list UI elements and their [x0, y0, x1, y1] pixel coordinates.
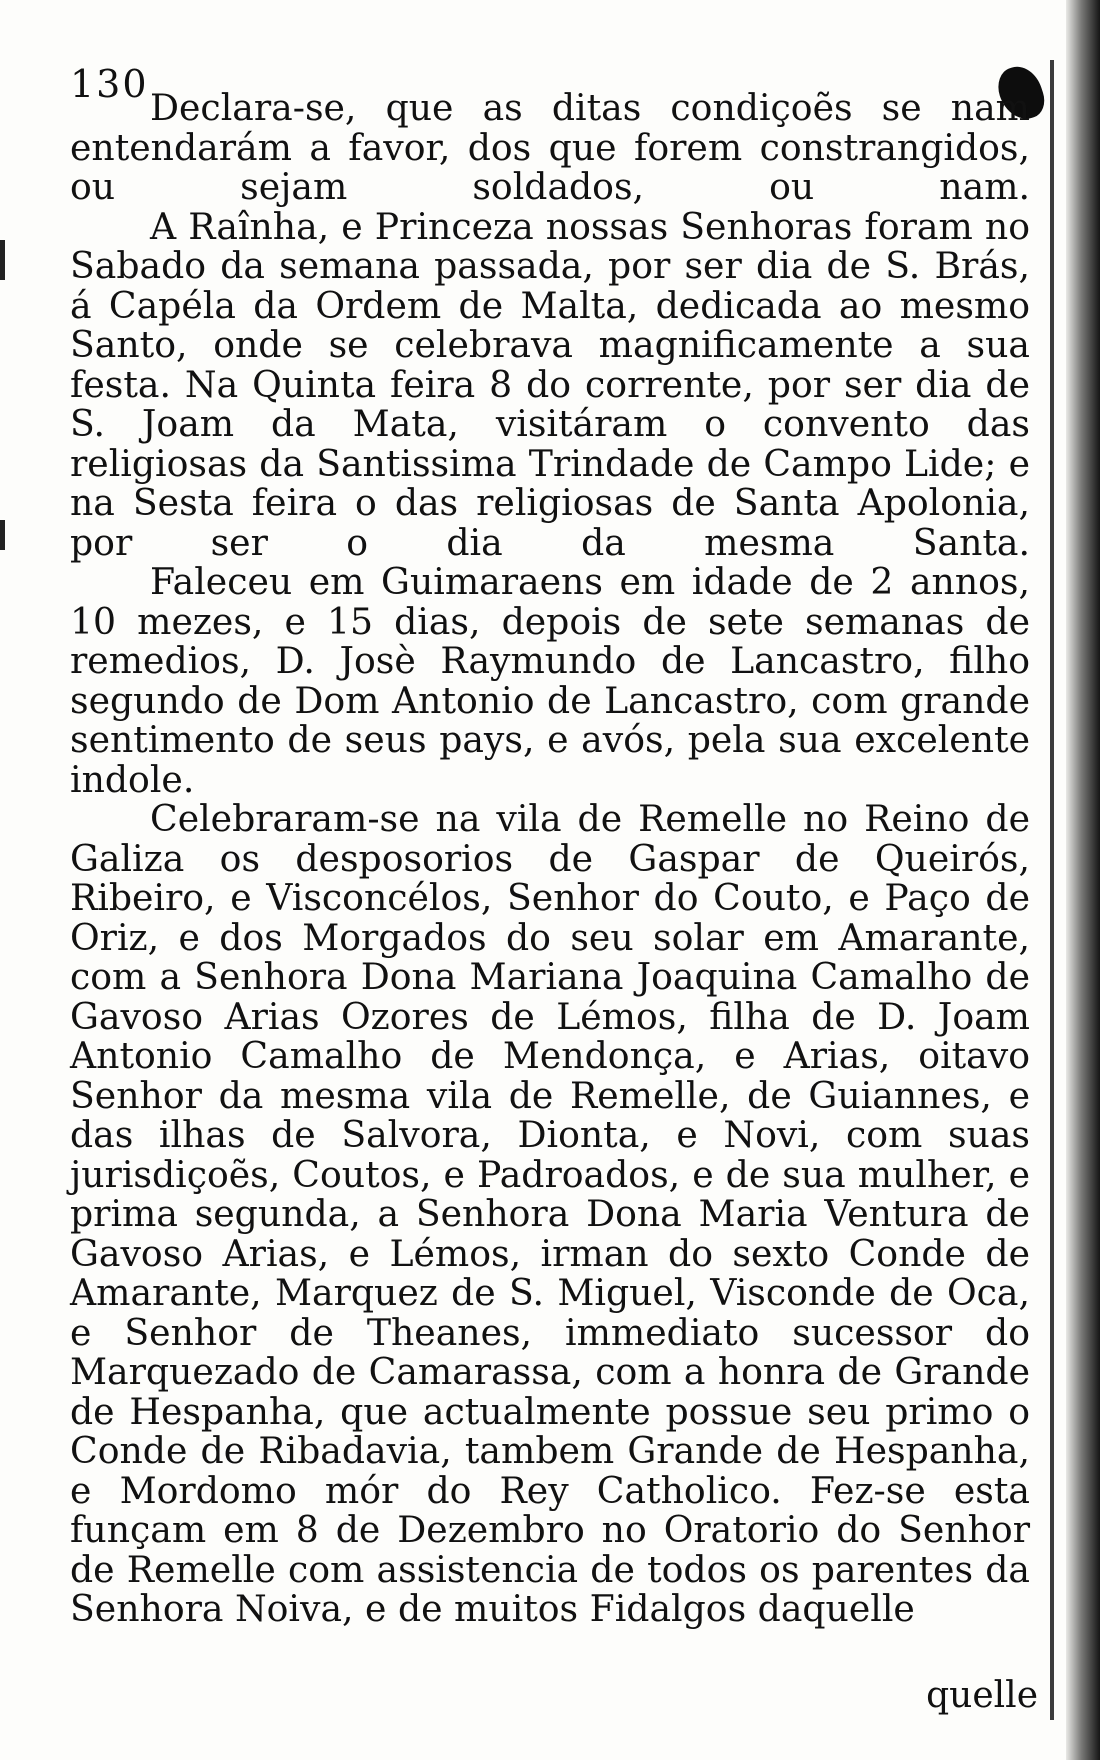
page-number: 130 — [70, 62, 149, 106]
paragraph-queen-visit: A Raînha, e Princeza nossas Senhoras foram no Sabado da semana passada, por ser dia de S. Brás, á Capéla da Ordem de Malta, dedicada ao mesmo Santo, onde se celebrava magnificamente a sua festa. Na Quinta feira 8 do corrente, por ser dia de S. Joam da Mata, visitáram o convento das religiosas da Santissima Trindade de Campo Lide; e na Sesta feira o das religiosas de Santa Apolonia, por ser o dia da mesma Santa. — [70, 204, 1030, 564]
catchword: quelle — [926, 1675, 1038, 1716]
page-edge-line — [1050, 60, 1054, 1720]
paragraph-death-notice: Faleceu em Guimaraens em idade de 2 annos, 10 mezes, e 15 dias, depois de sete semanas de remedios, D. Josè Raymundo de Lancastro, filho segundo de Dom Antonio de Lancastro, com grande sentimento de seus pays, e avós, pela sua excelente indole. — [70, 560, 1030, 801]
paragraph-wedding: Celebraram-se na vila de Remelle no Reino de Galiza os desposorios de Gaspar de Queirós, Ribeiro, e Visconcélos, Senhor do Couto, e Paço de Oriz, e dos Morgados do seu solar em Amarante, com a Senhora Dona Mariana Joaquina Camalho de Gavoso Arias Ozores de Lémos, filha de D. Joam Antonio Camalho de Mendonça, e Arias, oitavo Senhor da mesma vila de Remelle, de Guiannes, e das ilhas de Salvora, Dionta, e Novi, com suas jurisdiçoẽs, Coutos, e Padroados, e de sua mulher, e prima segunda, a Senhora Dona Maria Ventura de Gavoso Arias, e Lémos, irman do sexto Conde de Amarante, Marquez de S. Miguel, Visconde de Oca, e Senhor de Theanes, immediato sucessor do Marquezado de Camarassa, com a honra de Grande de Hespanha, que actualmente possue seu primo o Conde de Ribadavia, tambem Grande de Hespanha, e Mordomo mór do Rey Catholico. Fez-se esta funçam em 8 de Dezembro no Oratorio do Senhor de Remelle com assistencia de todos os parentes da Senhora Noiva, e de muitos Fidalgos daquelle — [70, 797, 1030, 1630]
page-edge-shadow — [1066, 0, 1100, 1760]
left-margin-mark — [0, 520, 5, 550]
left-margin-mark — [0, 240, 5, 280]
body-text — [70, 88, 1030, 1629]
paragraph-conditions: Declara-se, que as ditas condiçoẽs se nam entendarám a favor, dos que forem constrangidos, ou sejam soldados, ou nam. — [70, 86, 1030, 208]
